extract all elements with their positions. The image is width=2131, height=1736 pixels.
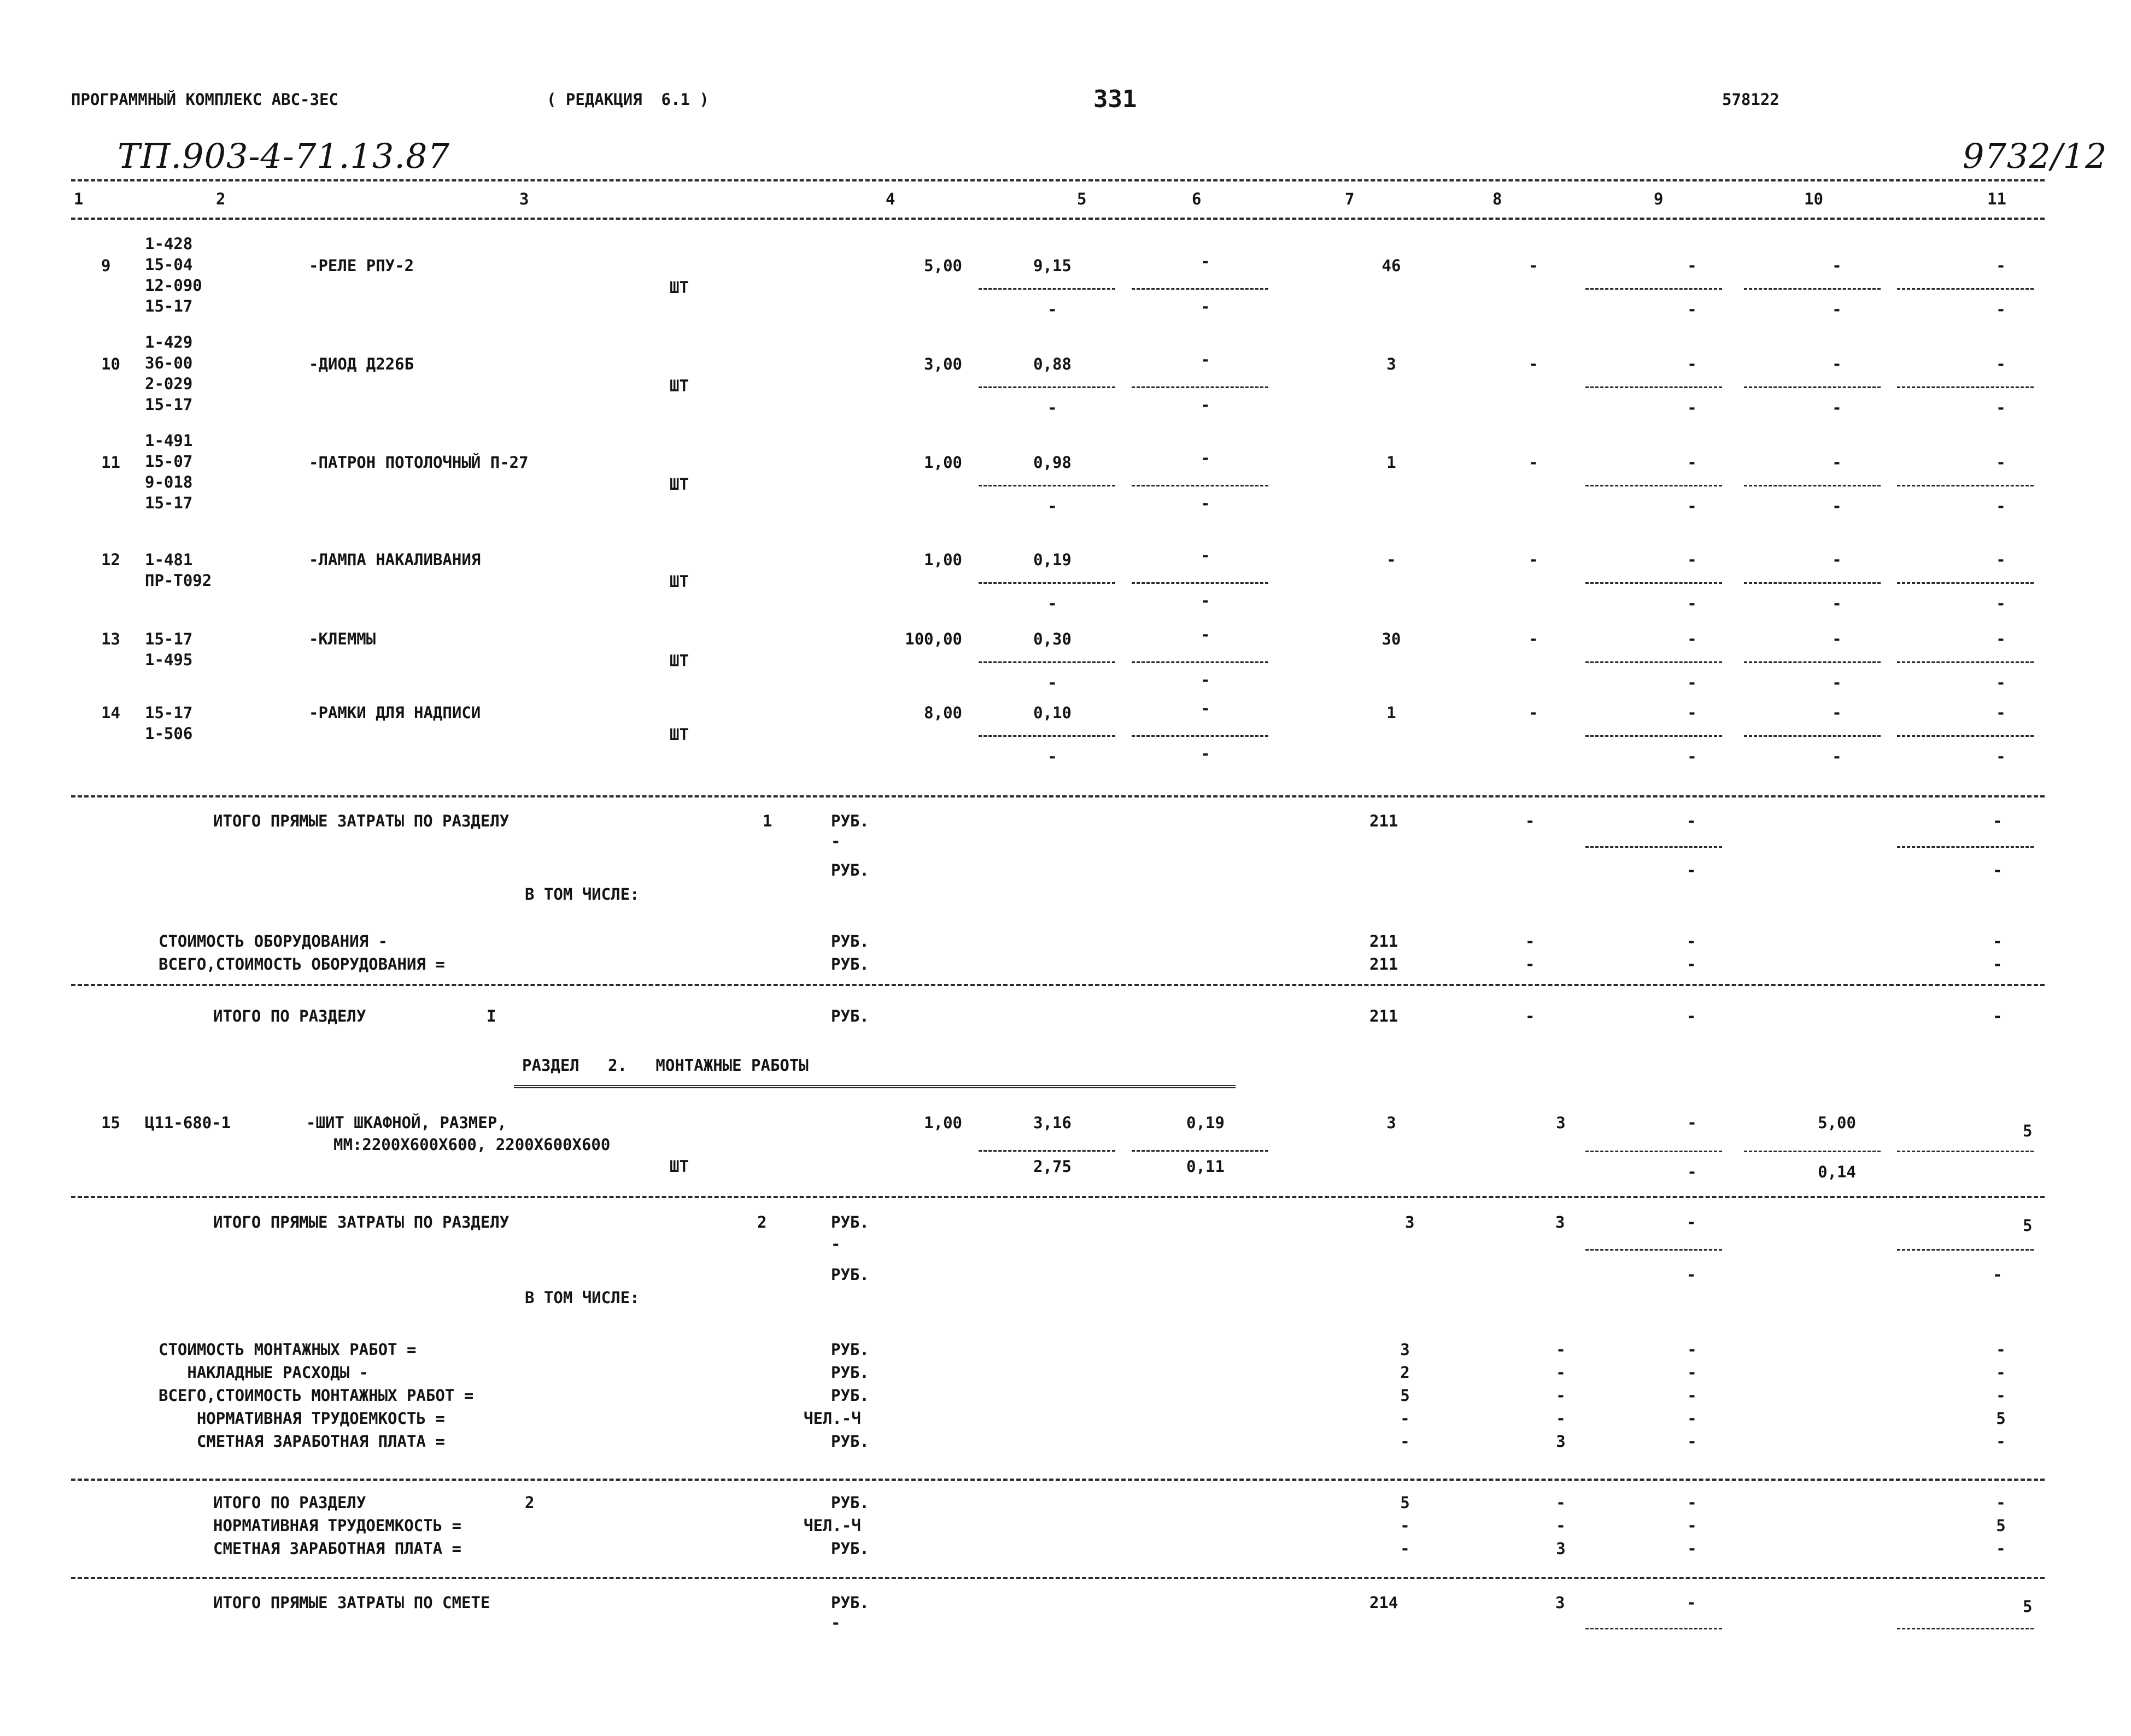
- item-col11-rule: [1897, 386, 2034, 388]
- section-2-direct-label: ИТОГО ПРЯМЫЕ ЗАТРАТЫ ПО РАЗДЕЛУ: [213, 1213, 510, 1231]
- breakdown-unit: РУБ.: [831, 1363, 869, 1382]
- breakdown-label: ВСЕГО,СТОИМОСТЬ МОНТАЖНЫХ РАБОТ =: [159, 1386, 474, 1405]
- section-2-total-row-unit: ЧЕЛ.-Ч: [804, 1516, 861, 1535]
- grand-total-c7: 214: [1369, 1593, 1398, 1612]
- item-code: 12-090: [145, 276, 202, 295]
- item-col6-top: -: [1201, 625, 1210, 644]
- section-2-total-row-col8: 3: [1556, 1539, 1566, 1558]
- item-col9-top: -: [1687, 256, 1697, 275]
- item-15-c8: 3: [1556, 1113, 1566, 1132]
- item-15-price-top: 3,16: [1033, 1113, 1072, 1132]
- item-code: 15-17: [145, 630, 193, 648]
- item-code: 36-00: [145, 354, 193, 372]
- section-1-direct-c11-rule: [1897, 846, 2034, 848]
- item-col9-bottom: -: [1687, 594, 1697, 613]
- item-15-c9-top: -: [1687, 1113, 1697, 1132]
- section-1-direct-unit-2: РУБ.: [831, 861, 869, 879]
- section-1-direct-c7: 211: [1369, 812, 1398, 830]
- item-col11-bottom: -: [1996, 747, 2006, 766]
- item-price-bottom: -: [1047, 747, 1057, 766]
- section-1-divider: [71, 795, 2045, 797]
- breakdown-col7: 3: [1400, 1340, 1410, 1359]
- sheet-reference: 9732/12: [1963, 136, 2107, 176]
- item-col9-bottom: -: [1687, 398, 1697, 417]
- item-col6-top: -: [1201, 350, 1210, 369]
- item-col11-rule: [1897, 582, 2034, 584]
- item-col9-top: -: [1687, 453, 1697, 472]
- equipment-cost-label: СТОИМОСТЬ ОБОРУДОВАНИЯ -: [159, 932, 388, 951]
- column-header-11: 11: [1987, 190, 2006, 208]
- item-price-bottom: -: [1047, 300, 1057, 319]
- column-header-1: 1: [74, 190, 84, 208]
- column-header-10: 10: [1804, 190, 1823, 208]
- breakdown-label: НАКЛАДНЫЕ РАСХОДЫ -: [159, 1363, 369, 1382]
- item-col9-rule: [1585, 661, 1722, 663]
- equipment-total-c9: -: [1687, 955, 1696, 973]
- breakdown-col9: -: [1687, 1363, 1697, 1382]
- item-code: 1-481: [145, 550, 193, 569]
- section-2-direct-c9: -: [1687, 1213, 1696, 1231]
- item-code: 1-495: [145, 650, 193, 669]
- breakdown-col11: -: [1996, 1363, 2006, 1382]
- equipment-cost-c11: -: [1993, 932, 2003, 951]
- item-name: -ПАТРОН ПОТОЛОЧНЫЙ П-27: [309, 453, 529, 472]
- project-number: ТП.903-4-71.13.87: [118, 136, 450, 176]
- section-1-total-c7: 211: [1369, 1007, 1398, 1025]
- item-code: 15-17: [145, 297, 193, 315]
- section-1-total-divider: [71, 984, 2045, 986]
- section-1-direct-c11: -: [1993, 812, 2003, 830]
- item-col10-bottom: -: [1832, 398, 1842, 417]
- breakdown-label: СМЕТНАЯ ЗАРАБОТНАЯ ПЛАТА =: [159, 1432, 445, 1451]
- document-code: 578122: [1722, 90, 1779, 109]
- item-code: 1-491: [145, 431, 193, 450]
- item-col8: -: [1529, 453, 1538, 472]
- section-2-total-row-label: СМЕТНАЯ ЗАРАБОТНАЯ ПЛАТА =: [213, 1539, 461, 1558]
- item-code: ПР-Т092: [145, 571, 212, 590]
- section-2-direct-c11: 5: [2023, 1216, 2033, 1235]
- item-15-c5-rule: [979, 1150, 1115, 1152]
- item-price-bottom: -: [1047, 497, 1057, 515]
- item-name: -КЛЕММЫ: [309, 630, 376, 648]
- item-col10-top: -: [1832, 256, 1842, 275]
- item-col9-top: -: [1687, 630, 1697, 648]
- section-1-direct-c8: -: [1525, 812, 1535, 830]
- breakdown-col7: 2: [1400, 1363, 1410, 1382]
- section-2-total-row-unit: РУБ.: [831, 1539, 869, 1558]
- column-header-divider: [71, 218, 2045, 220]
- item-col7: 30: [1381, 630, 1401, 648]
- section-2-direct-unit-dash: -: [831, 1235, 841, 1253]
- section-1-total-label: ИТОГО ПО РАЗДЕЛУ: [213, 1007, 366, 1025]
- breakdown-col11: -: [1996, 1340, 2006, 1359]
- item-code: 1-506: [145, 724, 193, 743]
- item-col8: -: [1529, 630, 1538, 648]
- section-1-total-num: I: [487, 1007, 496, 1025]
- item-15-c7: 3: [1386, 1113, 1396, 1132]
- item-col5-rule: [979, 661, 1115, 663]
- item-col9-top: -: [1687, 703, 1697, 722]
- item-col9-rule: [1585, 735, 1722, 737]
- item-col9-bottom: -: [1687, 300, 1697, 319]
- item-name: -РЕЛЕ РПУ-2: [309, 256, 414, 275]
- section-2-title: РАЗДЕЛ 2. МОНТАЖНЫЕ РАБОТЫ: [522, 1056, 809, 1075]
- item-col5-rule: [979, 485, 1115, 486]
- section-2-total-row-col11: 5: [1996, 1516, 2006, 1535]
- item-code: 1-428: [145, 234, 193, 253]
- item-15-c6-rule: [1132, 1150, 1268, 1152]
- item-price-bottom: -: [1047, 398, 1057, 417]
- item-code: 1-429: [145, 333, 193, 351]
- section-2-total-row-col9: -: [1687, 1539, 1697, 1558]
- item-col8: -: [1529, 355, 1538, 373]
- item-unit: ШТ: [670, 475, 689, 494]
- breakdown-col8: -: [1556, 1409, 1566, 1428]
- section-2-including: В ТОМ ЧИСЛЕ:: [525, 1288, 640, 1307]
- section-2-items-divider: [71, 1196, 2045, 1198]
- item-price-top: 0,30: [1033, 630, 1072, 648]
- section-1-direct-unit-dash: -: [831, 832, 841, 851]
- item-col11-rule: [1897, 485, 2034, 486]
- item-15-name: -ШИТ ШКАФНОЙ, РАЗМЕР,: [306, 1113, 507, 1132]
- item-price-top: 0,10: [1033, 703, 1072, 722]
- item-unit: ШТ: [670, 572, 689, 591]
- item-col10-top: -: [1832, 550, 1842, 569]
- item-col11-top: -: [1996, 256, 2006, 275]
- item-col6-rule: [1132, 582, 1268, 584]
- section-2-direct-unit-2: РУБ.: [831, 1265, 869, 1284]
- item-col10-rule: [1744, 661, 1881, 663]
- item-col9-rule: [1585, 582, 1722, 584]
- item-col7: 1: [1386, 453, 1396, 472]
- item-col7: 46: [1381, 256, 1401, 275]
- item-col5-rule: [979, 735, 1115, 737]
- section-2-total-row-col8: -: [1556, 1516, 1566, 1535]
- breakdown-unit: РУБ.: [831, 1340, 869, 1359]
- grand-total-unit-dash: -: [831, 1614, 841, 1632]
- item-col5-rule: [979, 582, 1115, 584]
- section-2-direct-c9-2: -: [1687, 1265, 1696, 1284]
- equipment-total-unit: РУБ.: [831, 955, 869, 973]
- item-col11-bottom: -: [1996, 300, 2006, 319]
- breakdown-col8: 3: [1556, 1432, 1566, 1451]
- item-col11-bottom: -: [1996, 673, 2006, 692]
- breakdown-col8: -: [1556, 1386, 1566, 1405]
- item-code: 15-17: [145, 395, 193, 414]
- section-1-total-unit: РУБ.: [831, 1007, 869, 1025]
- equipment-total-c7: 211: [1369, 955, 1398, 973]
- item-col9-rule: [1585, 485, 1722, 486]
- breakdown-col7: -: [1400, 1432, 1410, 1451]
- section-2-total-num: 2: [525, 1493, 535, 1512]
- item-col10-top: -: [1832, 453, 1842, 472]
- grand-total-c8: 3: [1555, 1593, 1565, 1612]
- item-15-price-bot: 2,75: [1033, 1157, 1072, 1176]
- grand-total-c11-rule: [1897, 1628, 2034, 1629]
- item-15-c6-bot: 0,11: [1186, 1157, 1225, 1176]
- item-col10-rule: [1744, 386, 1881, 388]
- column-header-4: 4: [886, 190, 895, 208]
- item-col6-rule: [1132, 735, 1268, 737]
- item-15-c10-top: 5,00: [1818, 1113, 1856, 1132]
- item-col6-rule: [1132, 485, 1268, 486]
- item-number: 13: [101, 630, 120, 648]
- breakdown-label: НОРМАТИВНАЯ ТРУДОЕМКОСТЬ =: [159, 1409, 445, 1428]
- breakdown-col8: -: [1556, 1340, 1566, 1359]
- breakdown-col8: -: [1556, 1363, 1566, 1382]
- section-2-direct-c11-2: -: [1993, 1265, 2003, 1284]
- equipment-total-c8: -: [1525, 955, 1535, 973]
- breakdown-unit: РУБ.: [831, 1432, 869, 1451]
- section-2-total-row-unit: РУБ.: [831, 1493, 869, 1512]
- item-col6-rule: [1132, 661, 1268, 663]
- grand-total-c11: 5: [2023, 1597, 2033, 1616]
- item-15-c9-rule: [1585, 1151, 1722, 1152]
- item-col6-bottom: -: [1201, 671, 1210, 689]
- item-name: -ДИОД Д226Б: [309, 355, 414, 373]
- item-col10-bottom: -: [1832, 673, 1842, 692]
- item-col11-rule: [1897, 735, 2034, 737]
- item-col6-rule: [1132, 288, 1268, 290]
- section-1-total-c9: -: [1687, 1007, 1696, 1025]
- item-number: 12: [101, 550, 120, 569]
- item-code: 15-07: [145, 452, 193, 471]
- item-code: 15-04: [145, 255, 193, 274]
- section-1-direct-c9: -: [1687, 812, 1696, 830]
- item-col9-rule: [1585, 288, 1722, 290]
- section-1-total-c8: -: [1525, 1007, 1535, 1025]
- item-15-c10-bot: 0,14: [1818, 1163, 1856, 1181]
- item-col6-bottom: -: [1201, 744, 1210, 763]
- section-1-direct-label: ИТОГО ПРЯМЫЕ ЗАТРАТЫ ПО РАЗДЕЛУ: [213, 812, 510, 830]
- section-2-direct-c8: 3: [1555, 1213, 1565, 1231]
- item-name: -РАМКИ ДЛЯ НАДПИСИ: [309, 703, 481, 722]
- item-15-qty: 1,00: [924, 1113, 962, 1132]
- item-quantity: 100,00: [905, 630, 962, 648]
- item-number: 11: [101, 453, 120, 472]
- item-col10-bottom: -: [1832, 747, 1842, 766]
- item-col10-rule: [1744, 485, 1881, 486]
- item-col11-bottom: -: [1996, 497, 2006, 515]
- item-code: 9-018: [145, 473, 193, 491]
- section-2-breakdown-divider: [71, 1479, 2045, 1481]
- section-2-total-row-col7: 5: [1400, 1493, 1410, 1512]
- item-col10-rule: [1744, 288, 1881, 290]
- grand-total-c9-rule: [1585, 1628, 1722, 1629]
- item-col11-bottom: -: [1996, 398, 2006, 417]
- item-col6-top: -: [1201, 546, 1210, 565]
- grand-total-label: ИТОГО ПРЯМЫЕ ЗАТРАТЫ ПО СМЕТЕ: [213, 1593, 490, 1612]
- item-col6-bottom: -: [1201, 494, 1210, 513]
- item-price-top: 0,98: [1033, 453, 1072, 472]
- breakdown-col9: -: [1687, 1432, 1697, 1451]
- item-col9-rule: [1585, 386, 1722, 388]
- breakdown-col7: 5: [1400, 1386, 1410, 1405]
- item-15-c9-bot: -: [1687, 1163, 1697, 1181]
- item-col11-top: -: [1996, 453, 2006, 472]
- item-col11-top: -: [1996, 703, 2006, 722]
- item-col6-top: -: [1201, 699, 1210, 718]
- grand-total-divider: [71, 1577, 2045, 1579]
- section-1-direct-c9-2: -: [1687, 861, 1696, 879]
- section-2-total-row-col11: -: [1996, 1539, 2006, 1558]
- section-2-direct-num: 2: [757, 1213, 767, 1231]
- item-unit: ШТ: [670, 725, 689, 744]
- item-col7: 3: [1386, 355, 1396, 373]
- section-2-total-row-col8: -: [1556, 1493, 1566, 1512]
- item-col8: -: [1529, 550, 1538, 569]
- item-code: 15-17: [145, 494, 193, 512]
- column-header-6: 6: [1192, 190, 1202, 208]
- section-2-title-underline: [514, 1085, 1236, 1088]
- item-price-top: 0,19: [1033, 550, 1072, 569]
- item-col6-bottom: -: [1201, 297, 1210, 316]
- item-col10-top: -: [1832, 355, 1842, 373]
- item-15-c11-rule: [1897, 1151, 2034, 1152]
- breakdown-col11: 5: [1996, 1409, 2006, 1428]
- item-col9-bottom: -: [1687, 673, 1697, 692]
- item-15-c10-rule: [1744, 1151, 1881, 1152]
- item-col5-rule: [979, 288, 1115, 290]
- item-col5-rule: [979, 386, 1115, 388]
- item-col7: -: [1386, 550, 1396, 569]
- item-name: -ЛАМПА НАКАЛИВАНИЯ: [309, 550, 481, 569]
- column-header-8: 8: [1492, 190, 1502, 208]
- item-col6-rule: [1132, 386, 1268, 388]
- item-col9-bottom: -: [1687, 497, 1697, 515]
- item-price-bottom: -: [1047, 673, 1057, 692]
- item-unit: ШТ: [670, 652, 689, 670]
- program-title: ПРОГРАММНЫЙ КОМПЛЕКС АВС-ЗЕС: [71, 90, 338, 109]
- item-col10-top: -: [1832, 630, 1842, 648]
- item-15-code: Ц11-680-1: [145, 1113, 231, 1132]
- section-2-total-label: ИТОГО ПО РАЗДЕЛУ: [213, 1493, 366, 1512]
- item-col9-top: -: [1687, 550, 1697, 569]
- section-2-direct-c11-rule: [1897, 1249, 2034, 1251]
- item-col10-top: -: [1832, 703, 1842, 722]
- header-divider: [71, 179, 2045, 181]
- item-code: 2-029: [145, 374, 193, 393]
- item-15-unit: ШТ: [670, 1157, 689, 1176]
- item-price-top: 9,15: [1033, 256, 1072, 275]
- item-col11-rule: [1897, 288, 2034, 290]
- breakdown-label: СТОИМОСТЬ МОНТАЖНЫХ РАБОТ =: [159, 1340, 417, 1359]
- item-col6-bottom: -: [1201, 396, 1210, 414]
- item-col11-top: -: [1996, 630, 2006, 648]
- breakdown-col9: -: [1687, 1386, 1697, 1405]
- section-2-direct-unit: РУБ.: [831, 1213, 869, 1231]
- section-1-direct-unit: РУБ.: [831, 812, 869, 830]
- item-15-name-2: ММ:2200Х600Х600, 2200Х600Х600: [333, 1135, 611, 1154]
- item-price-bottom: -: [1047, 594, 1057, 613]
- item-col10-rule: [1744, 582, 1881, 584]
- section-2-total-row-col7: -: [1400, 1539, 1410, 1558]
- item-15-number: 15: [101, 1113, 120, 1132]
- breakdown-col9: -: [1687, 1340, 1697, 1359]
- section-1-total-c11: -: [1993, 1007, 2003, 1025]
- breakdown-col9: -: [1687, 1409, 1697, 1428]
- item-col10-bottom: -: [1832, 497, 1842, 515]
- section-2-direct-c7: 3: [1405, 1213, 1415, 1231]
- grand-total-unit: РУБ.: [831, 1593, 869, 1612]
- section-1-direct-c11-2: -: [1993, 861, 2003, 879]
- equipment-cost-c9: -: [1687, 932, 1696, 951]
- edition-label: ( РЕДАКЦИЯ 6.1 ): [547, 90, 709, 109]
- column-header-2: 2: [216, 190, 226, 208]
- breakdown-unit: РУБ.: [831, 1386, 869, 1405]
- item-col6-top: -: [1201, 252, 1210, 271]
- section-2-total-row-col7: -: [1400, 1516, 1410, 1535]
- item-quantity: 5,00: [924, 256, 962, 275]
- section-1-direct-c9-rule: [1585, 846, 1722, 848]
- equipment-total-label: ВСЕГО,СТОИМОСТЬ ОБОРУДОВАНИЯ =: [159, 955, 445, 973]
- section-2-total-row-col9: -: [1687, 1493, 1697, 1512]
- breakdown-col11: -: [1996, 1386, 2006, 1405]
- section-2-total-row-col11: -: [1996, 1493, 2006, 1512]
- item-code: 15-17: [145, 703, 193, 722]
- breakdown-col11: -: [1996, 1432, 2006, 1451]
- equipment-cost-c8: -: [1525, 932, 1535, 951]
- item-col11-bottom: -: [1996, 594, 2006, 613]
- item-15-c6-top: 0,19: [1186, 1113, 1225, 1132]
- item-quantity: 8,00: [924, 703, 962, 722]
- item-col9-bottom: -: [1687, 747, 1697, 766]
- column-header-3: 3: [519, 190, 529, 208]
- column-header-7: 7: [1345, 190, 1355, 208]
- item-col10-rule: [1744, 735, 1881, 737]
- item-col10-bottom: -: [1832, 300, 1842, 319]
- section-1-direct-num: 1: [763, 812, 772, 830]
- section-2-total-row-col9: -: [1687, 1516, 1697, 1535]
- item-col7: 1: [1386, 703, 1396, 722]
- item-quantity: 1,00: [924, 550, 962, 569]
- section-2-total-row-label: НОРМАТИВНАЯ ТРУДОЕМКОСТЬ =: [213, 1516, 461, 1535]
- item-col9-top: -: [1687, 355, 1697, 373]
- item-col8: -: [1529, 256, 1538, 275]
- item-number: 9: [101, 256, 111, 275]
- item-unit: ШТ: [670, 278, 689, 297]
- equipment-total-c11: -: [1993, 955, 2003, 973]
- breakdown-col7: -: [1400, 1409, 1410, 1428]
- column-header-5: 5: [1077, 190, 1087, 208]
- item-col11-top: -: [1996, 355, 2006, 373]
- item-col6-bottom: -: [1201, 591, 1210, 610]
- item-number: 14: [101, 703, 120, 722]
- equipment-cost-c7: 211: [1369, 932, 1398, 951]
- grand-total-c9: -: [1687, 1593, 1696, 1612]
- item-quantity: 3,00: [924, 355, 962, 373]
- breakdown-unit: ЧЕЛ.-Ч: [804, 1409, 861, 1428]
- item-price-top: 0,88: [1033, 355, 1072, 373]
- section-2-direct-c9-rule: [1585, 1249, 1722, 1251]
- item-unit: ШТ: [670, 377, 689, 395]
- item-col6-top: -: [1201, 449, 1210, 467]
- page-number: 331: [1093, 85, 1137, 113]
- item-col11-rule: [1897, 661, 2034, 663]
- section-1-including: В ТОМ ЧИСЛЕ:: [525, 885, 640, 904]
- equipment-cost-unit: РУБ.: [831, 932, 869, 951]
- item-col8: -: [1529, 703, 1538, 722]
- item-quantity: 1,00: [924, 453, 962, 472]
- item-col10-bottom: -: [1832, 594, 1842, 613]
- column-header-9: 9: [1654, 190, 1664, 208]
- item-15-c11: 5: [2023, 1122, 2033, 1140]
- item-col11-top: -: [1996, 550, 2006, 569]
- item-number: 10: [101, 355, 120, 373]
